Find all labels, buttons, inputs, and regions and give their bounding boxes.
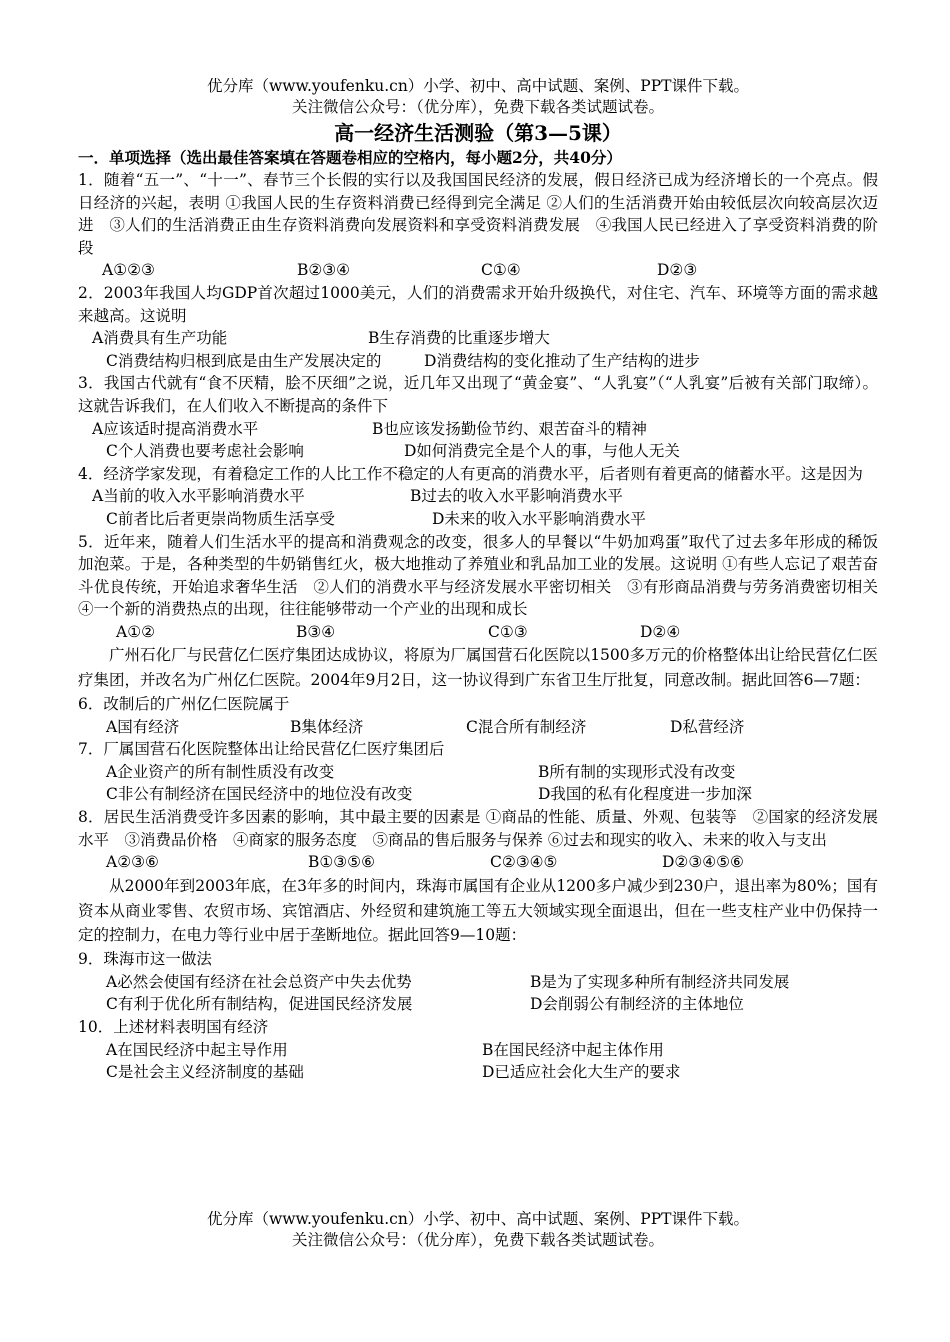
reading-material-1: 广州石化厂与民营亿仁医疗集团达成协议，将原为厂属国营石化医院以1500多万元的价格整体出让给民营亿仁医疗集团，并改名为广州亿仁医院。2004年9月2日，这一协议得到广东省卫生厅批复，同意改制。据此回答6—7题：: [78, 646, 878, 690]
q9-option-c: C有利于优化所有制结构，促进国民经济发展: [106, 995, 413, 1014]
question-2-stem: 2．2003年我国人均GDP首次超过1000美元，人们的消费需求开始升级换代，对住宅、汽车、环境等方面的需求越来越高。这说明: [78, 283, 878, 325]
q10-option-a: A在国民经济中起主导作用: [106, 1040, 288, 1059]
q4-option-b: B过去的收入水平影响消费水平: [410, 487, 623, 506]
q5-option-c: C①③: [488, 622, 528, 641]
question-7-options-row-1: [78, 761, 878, 784]
question-6-options: [78, 716, 878, 739]
question-3-options-row-2: [78, 440, 878, 463]
q2-option-a: A消费具有生产功能: [92, 329, 228, 348]
question-8-stem: 8．居民生活消费受许多因素的影响，其中最主要的因素是 ①商品的性能、质量、外观、包装等 ②国家的经济发展水平 ③消费品价格 ④商家的服务态度 ⑤商品的售后服务与保养 ⑥过去和现实的收入、未来的收入与支出: [78, 808, 878, 849]
footer-line-2: 关注微信公众号：（优分库），免费下载各类试题试卷。: [291, 1231, 664, 1249]
question-10-stem: 10．上述材料表明国有经济: [78, 1017, 269, 1036]
q6-option-c: C混合所有制经济: [466, 717, 587, 736]
question-9-stem: 9．珠海市这一做法: [78, 950, 212, 969]
q9-option-b: B是为了实现多种所有制经济共同发展: [530, 972, 790, 991]
question-5-stem: 5．近年来，随着人们生活水平的提高和消费观念的改变，很多人的早餐以“牛奶加鸡蛋”取代了过去多年形成的稀饭加泡菜。于是，各种类型的牛奶销售红火，极大地推动了养殖业和乳品加工业的发展。这说明 ①有些人忘记了艰苦奋斗优良传统，开始追求奢华生活 ②人们的消费水平与经济发展水平密切相关 ③有形商品消费与劳务消费密切相关 ④一个新的消费热点的出现，往往能够带动一个产业的出现和成长: [78, 532, 894, 619]
page-title: 高一经济生活测验（第3—5课）: [334, 121, 622, 145]
q5-option-b: B③④: [296, 622, 336, 641]
section-heading: 一．单项选择（选出最佳答案填在答题卷相应的空格内，每小题2分，共40分）: [78, 148, 622, 167]
question-6-stem: 6．改制后的广州亿仁医院属于: [78, 695, 290, 714]
q3-option-c: C个人消费也要考虑社会影响: [106, 442, 304, 461]
q6-option-d: D私营经济: [670, 717, 745, 736]
question-7-stem: 7．厂属国营石化医院整体出让给民营亿仁医疗集团后: [78, 740, 445, 759]
q7-option-b: B所有制的实现形式没有改变: [538, 762, 736, 781]
question-9-options-row-1: [78, 971, 878, 994]
exam-page: [78, 76, 894, 1084]
q4-option-a: A当前的收入水平影响消费水平: [92, 487, 305, 506]
q2-option-c: C消费结构归根到底是由生产发展决定的: [106, 351, 382, 370]
q6-option-a: A国有经济: [106, 717, 180, 736]
q8-option-c: C②③④⑤: [490, 853, 558, 872]
footer-line-1: 优分库（www.youfenku.cn）小学、初中、高中试题、案例、PPT课件下载。: [206, 1210, 750, 1228]
q1-option-c: C①④: [481, 261, 521, 280]
question-3-options-row-1: [78, 418, 878, 441]
page-footer: [78, 1209, 878, 1251]
q2-option-b: B生存消费的比重逐步增大: [368, 329, 550, 348]
q2-option-d: D消费结构的变化推动了生产结构的进步: [424, 351, 700, 370]
q4-option-c: C前者比后者更崇尚物质生活享受: [106, 509, 335, 528]
header-line-2: 关注微信公众号：（优分库），免费下载各类试题试卷。: [291, 98, 664, 116]
question-9-options-row-2: [78, 993, 878, 1016]
q5-option-d: D②④: [640, 622, 681, 641]
question-2-options-row-1: [78, 327, 878, 350]
header-line-1: 优分库（www.youfenku.cn）小学、初中、高中试题、案例、PPT课件下载。: [206, 77, 750, 95]
q1-option-d: D②③: [657, 261, 698, 280]
q8-option-d: D②③④⑤⑥: [662, 853, 744, 872]
question-2-options-row-2: [78, 350, 878, 373]
question-7-options-row-2: [78, 783, 878, 806]
q5-option-a: A①②: [116, 622, 155, 641]
question-10-options-row-2: [78, 1061, 878, 1084]
question-4-options-row-2: [78, 508, 878, 531]
q1-option-a: A①②③: [102, 261, 155, 280]
reading-material-2: 从2000年到2003年底，在3年多的时间内，珠海市属国有企业从1200多户减少到230户，退出率为80%；国有资本从商业零售、农贸市场、宾馆酒店、外经贸和建筑施工等五大领域实现全面退出，但在一些支柱产业中仍保持一定的控制力，在电力等行业中居于垄断地位。据此回答9—10题：: [78, 876, 878, 945]
question-4-stem: 4．经济学家发现，有着稳定工作的人比工作不稳定的人有更高的消费水平，后者则有着更高的储蓄水平。这是因为: [78, 464, 863, 483]
q10-option-b: B在国民经济中起主体作用: [482, 1040, 664, 1059]
q1-option-b: B②③④: [297, 261, 351, 280]
q7-option-c: C非公有制经济在国民经济中的地位没有改变: [106, 785, 413, 804]
q8-option-a: A②③⑥: [106, 853, 159, 872]
q10-option-d: D已适应社会化大生产的要求: [482, 1063, 681, 1082]
question-5-options: [78, 621, 878, 644]
question-1-stem: 1．随着“五一”、“十一”、春节三个长假的实行以及我国国民经济的发展，假日经济已成为经济增长的一个亮点。假日经济的兴起，表明 ①我国人民的生存资料消费已经得到完全满足 ②人们的生活消费开始由较低层次向较高层次迈进 ③人们的生活消费正由生存资料消费向发展资料和享受资料消费发展 ④我国人民已经进入了享受资料消费的阶段: [78, 171, 878, 257]
question-3-stem: 3．我国古代就有“食不厌精，脍不厌细”之说，近几年又出现了“黄金宴”、“人乳宴”（“人乳宴”后被有关部门取缔）。这就告诉我们，在人们收入不断提高的条件下: [78, 374, 878, 415]
q9-option-a: A必然会使国有经济在社会总资产中失去优势: [106, 972, 412, 991]
q10-option-c: C是社会主义经济制度的基础: [106, 1063, 304, 1082]
q6-option-b: B集体经济: [290, 717, 364, 736]
question-8-options: [78, 851, 878, 874]
q3-option-a: A应该适时提高消费水平: [92, 419, 259, 438]
question-4-options-row-1: [78, 485, 878, 508]
q3-option-d: D如何消费完全是个人的事，与他人无关: [404, 442, 680, 461]
q4-option-d: D未来的收入水平影响消费水平: [432, 509, 646, 528]
q8-option-b: B①③⑤⑥: [308, 853, 375, 872]
q9-option-d: D会削弱公有制经济的主体地位: [530, 995, 744, 1014]
question-10-options-row-1: [78, 1039, 878, 1062]
question-1-options: [78, 259, 878, 282]
q7-option-a: A企业资产的所有制性质没有改变: [106, 762, 335, 781]
q3-option-b: B也应该发扬勤俭节约、艰苦奋斗的精神: [372, 419, 647, 438]
q7-option-d: D我国的私有化程度进一步加深: [538, 785, 752, 804]
